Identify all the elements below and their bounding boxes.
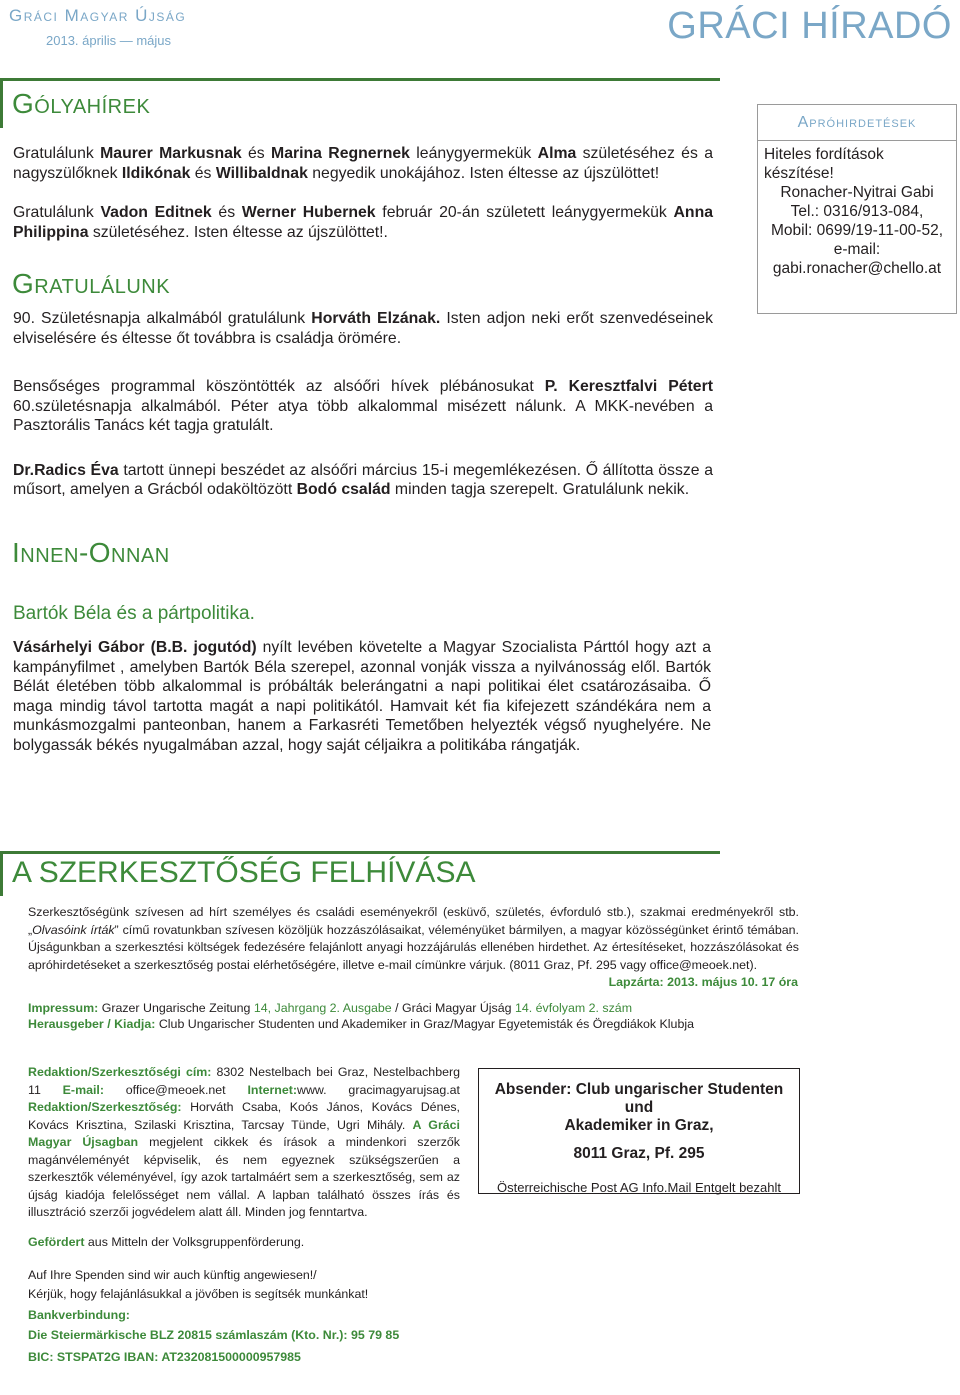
text-run: aus Mitteln der Volksgruppenförderung.: [84, 1235, 305, 1249]
impressum-line: [28, 1000, 799, 1018]
text-run: Willibaldnak: [215, 164, 308, 182]
text-run: Impressum:: [28, 1001, 99, 1015]
left-frame-line: [0, 78, 3, 128]
text-run: www. gracimagyarujsag.at: [297, 1082, 460, 1097]
editorial-body: [28, 904, 799, 992]
text-run: Gratulálunk: [13, 204, 101, 221]
text-run: Dr.Radics Éva: [13, 461, 119, 479]
text-run: office@meoek.net: [103, 1082, 248, 1097]
classifieds-line: e-mail:: [833, 241, 881, 258]
text-run: Club Ungarischer Studenten und Akademiker in Graz/Magyar Egyetemisták és Öregdiákok Klubja: [155, 1017, 694, 1031]
deadline: Lapzárta: 2013. május 10. 17 óra: [608, 975, 798, 989]
text-run: Redaktion/Szerkesztőségi cím:: [28, 1065, 212, 1079]
editorial-left-line: [0, 851, 3, 896]
text-run: leánygyermekük: [409, 145, 538, 162]
text-run: Alma: [537, 145, 577, 162]
text-run: és: [211, 204, 242, 221]
sender-address-box: [478, 1068, 800, 1194]
sender-line: Absender: Club ungarischer Studenten und: [494, 1081, 784, 1116]
text-run: és: [241, 145, 272, 162]
classifieds-line: Ronacher-Nyitrai Gabi: [780, 184, 934, 201]
bank-details-1: Die Steiermärkische BLZ 20815 számlaszám (Kto. Nr.): 95 79 85: [28, 1328, 400, 1342]
text-run: Olvasóink írták: [32, 922, 115, 937]
classifieds-line: Tel.: 0316/913-084,: [790, 203, 924, 220]
issue-date: 2013. április — május: [46, 33, 171, 48]
section-title-gratulalunk: Gratulálunk: [12, 268, 171, 299]
text-run: E-mail:: [62, 1082, 104, 1097]
editorial-title: A SZERKESZTŐSÉG FELHÍVÁSA: [12, 856, 476, 889]
postage-note: Österreichische Post AG Info.Mail Entgelt bezahlt: [497, 1180, 781, 1195]
innen-onnan-body: [13, 638, 711, 755]
text-run: ” című rovatunkban szívesen közöljük hozzászólásaikat, véleményüket bármilyen, a magyar közösségünket érintő témában. Újságunkban a szerkesztési költségek fedezésére felajánlott anyagi hozzájárulás ellenében hirdethet. Az értesítéseket, hozzászólásokat és apróhirdetéseket a szerkesztőség postai elérhetőségére, illetve e-mail címünkre várjuk. (8011 Graz, Pf. 295 vagy office@meoek.net).: [28, 922, 799, 972]
text-run: Ildikónak: [121, 164, 191, 182]
text-run: születéséhez. Isten éltesse az újszülöttet!.: [88, 223, 388, 241]
text-run: P. Keresztfalvi Pétert: [544, 378, 713, 395]
text-run: Grazer Ungarische Zeitung: [98, 1001, 254, 1015]
innen-onnan-paragraph: [13, 638, 711, 755]
text-run: tartott ünnepi beszédet az alsóőri március 15-i megemlékezésen. Ő állította össze a műsort, amelyen a Grácból odaköltözött: [13, 461, 713, 498]
sender-line: Akademiker in Graz,: [564, 1117, 714, 1134]
golyahirek-body: [13, 144, 713, 242]
section-title-golyahirek: Gólyahírek: [12, 88, 151, 119]
sender-city: 8011 Graz, Pf. 295: [573, 1145, 705, 1162]
classifieds-line: Hiteles fordítások készítése!: [764, 146, 884, 182]
section-title-innen-onnan: Innen-Onnan: [12, 537, 170, 568]
text-run: 14, Jahrgang 2. Ausgabe: [253, 1001, 392, 1015]
text-run: Gratulálunk: [13, 145, 101, 162]
text-run: február 20-án született leánygyermekük: [375, 204, 674, 221]
funding-line: [28, 1234, 628, 1252]
bank-details-2: BIC: STSPAT2G IBAN: AT232081500000957985: [28, 1350, 301, 1364]
text-run: 14. évfolyam 2. szám: [514, 1001, 633, 1015]
publisher-line: [28, 1016, 799, 1034]
classifieds-line: Mobil: 0699/19-11-00-52,: [770, 222, 944, 239]
text-run: A Gráci Magyar Újsagban: [28, 1117, 460, 1149]
classifieds-body: [758, 141, 956, 278]
gratulalunk-paragraph-2: [13, 377, 713, 436]
editorial-paragraph: [28, 905, 799, 972]
text-run: Isten adjon neki erőt szenvedéseinek elviselésére és éltesse őt továbbra is családja örömére.: [13, 310, 713, 347]
text-run: Vásárhelyi Gábor (B.B. jogutód): [13, 639, 257, 656]
text-run: Szerkesztőségünk szívesen ad hírt személyes és családi eseményekről (esküvő, születés, évforduló stb.), szakmai eredményekről stb. „: [28, 905, 799, 937]
text-run: Gefördert: [28, 1235, 85, 1249]
text-run: 90. Születésnapja alkalmából gratulálunk: [13, 310, 312, 327]
text-run: Marina Regnernek: [271, 145, 410, 162]
text-run: Anna Philippina: [13, 204, 714, 241]
gratulalunk-paragraph-3: [13, 461, 713, 500]
bank-label: Bankverbindung:: [28, 1308, 130, 1322]
golyahirek-paragraph-1: [13, 144, 713, 183]
text-run: Internet:: [247, 1082, 298, 1097]
donation-line-hu: Kérjük, hogy felajánlásukkal a jövőben is segítsék munkánkat!: [28, 1287, 369, 1301]
classifieds-box: [757, 104, 957, 314]
text-run: nyílt levében követelte a Magyar Szocialista Párttól hogy azt a kampányfilmet , amelyben Bartók Béla szerepel, azonnal vonják vissza a nyilvánosság elől. Bartók Bélát életében több alkalommal is próbálták belerángatni a napi politikai élet csatározásaiba. Ő maga mindig távol tartotta magát a napi politikától. Hamvait két fia kifejezett szándékára nem a munkásmozgalmi panteonban, hanem a Farkasréti Temetőben helyezték végső nyughelyére. Ne bolygassák békés nyugalmában azzal, hogy saját céljaikra a politikába rángatják.: [13, 639, 711, 754]
text-run: 60.születésnapja alkalmából. Péter atya több alkalommal misézett nálunk. A MKK-nevében a Pasztorális Tanács két tagja gratulált.: [13, 397, 713, 434]
top-rule: [0, 78, 720, 81]
editorial-top-rule: [0, 851, 720, 854]
text-run: 8302 Nestelbach bei Graz, Nestelbachberg 11: [28, 1065, 460, 1097]
text-run: / Gráci Magyar Újság: [391, 1001, 515, 1015]
paper-name: Gráci Magyar Újság: [9, 6, 187, 25]
text-run: Horváth Elzának.: [311, 310, 441, 327]
text-run: és: [190, 164, 216, 182]
article-subtitle: Bartók Béla és a pártpolitika.: [13, 603, 255, 624]
classifieds-email: gabi.ronacher@chello.at: [772, 260, 942, 277]
text-run: Maurer Markusnak: [100, 145, 242, 162]
text-run: megjelent cikkek és írások a mindenkori szerzők magánvéleményét képviselik, és nem egyeznek szükségszerűen a szerkesztők véleményével, így azok tartalmáért sem a szerkesztőség, sem az újság kiadója felelősséget nem vállal. A lapban található összes írás és illusztráció szerzői jogvédelem alatt áll. Minden jog fenntartva.: [28, 1135, 460, 1219]
redaktion-block: [28, 1064, 460, 1222]
golyahirek-paragraph-2: [13, 203, 713, 242]
text-run: negyedik unokájához. Isten éltesse az újszülöttet!: [307, 164, 660, 182]
classifieds-title: Apróhirdetések: [797, 114, 917, 131]
gratulalunk-paragraph-1: [13, 309, 713, 348]
gratulalunk-body: [13, 309, 713, 500]
text-run: Vadon Editnek: [100, 204, 212, 221]
donation-line-de: Auf Ihre Spenden sind wir auch künftig angewiesen!/: [28, 1268, 317, 1282]
text-run: Bodó család: [296, 481, 391, 498]
text-run: Horváth Csaba, Koós János, Kovács Dénes, Kovács Krisztina, Szilaski Krisztina, Tarcsay Tünde, Ugri Mihály.: [28, 1100, 460, 1132]
text-run: Redaktion/Szerkesztőség:: [28, 1100, 182, 1114]
text-run: születéséhez és a nagyszülőknek: [13, 145, 713, 182]
text-run: Herausgeber / Kiadja:: [28, 1017, 156, 1031]
section-header-title: GRÁCI HÍRADÓ: [667, 5, 952, 47]
text-run: Werner Hubernek: [241, 204, 376, 221]
text-run: minden tagja szerepelt. Gratulálunk nekik.: [390, 481, 690, 498]
text-run: Bensőséges programmal köszöntötték az alsóőri hívek plébánosukat: [13, 378, 545, 395]
